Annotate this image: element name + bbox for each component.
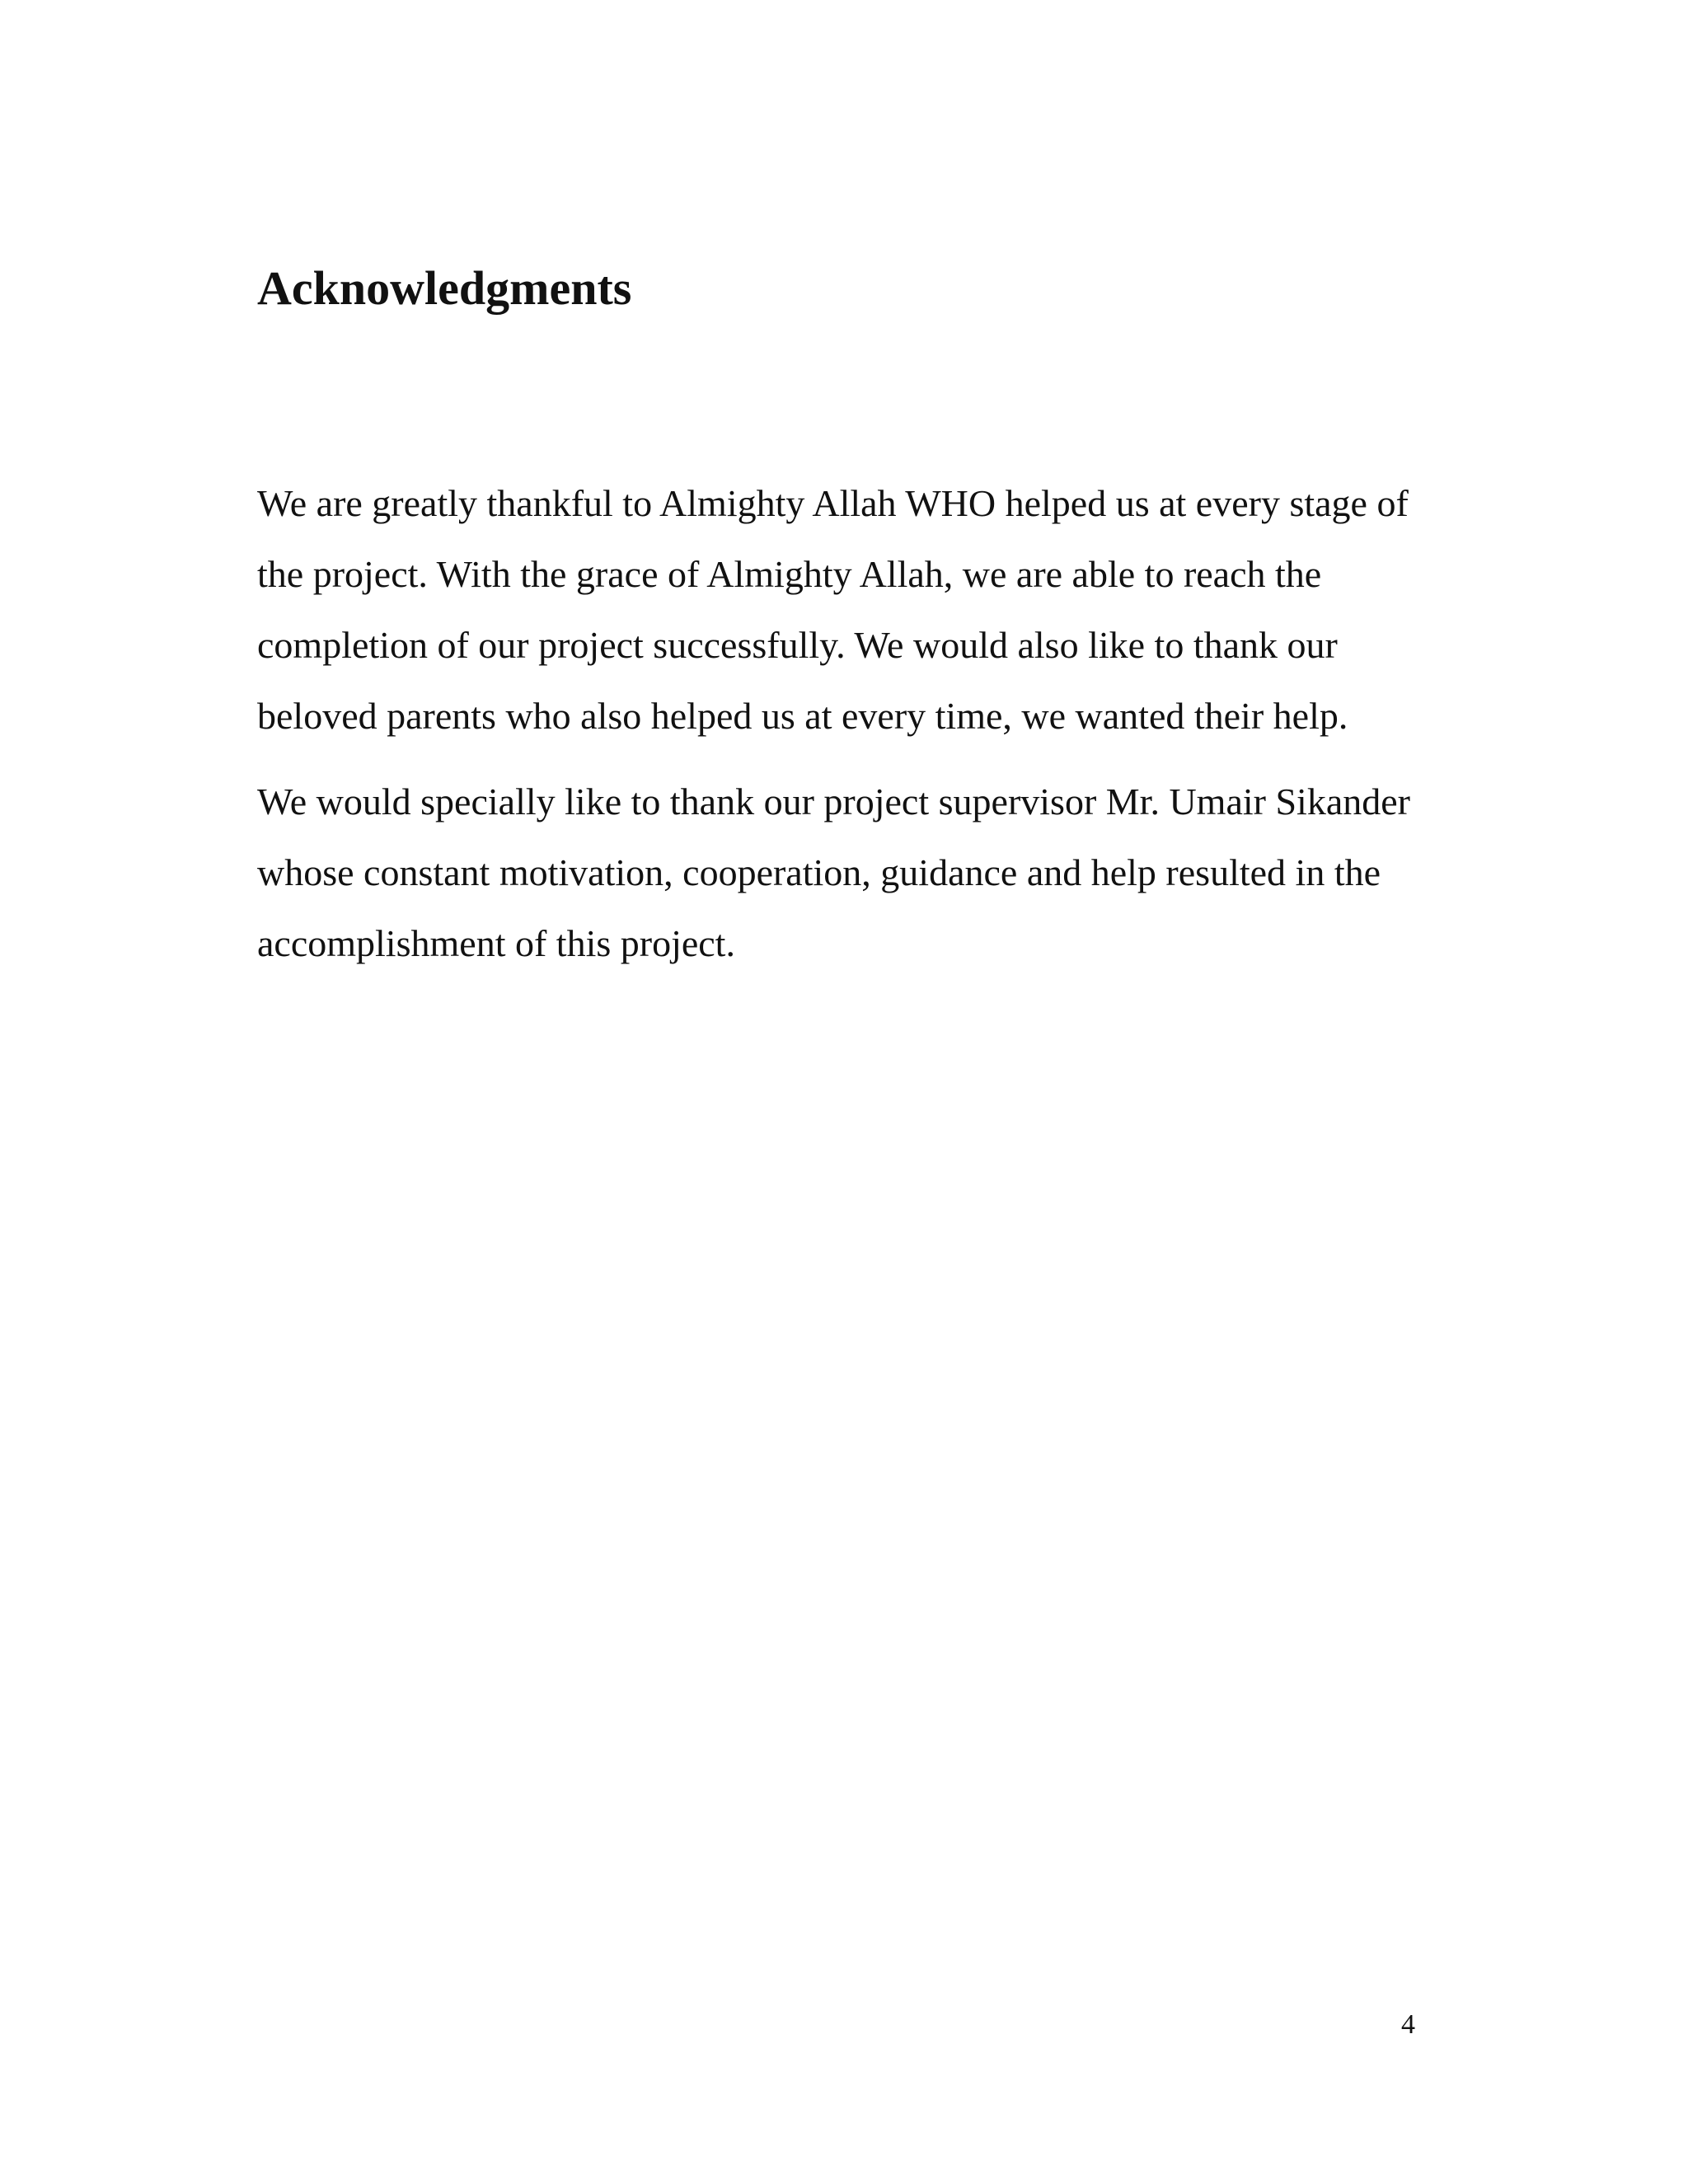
acknowledgment-paragraph-2: We would specially like to thank our project supervisor Mr. Umair Sikander whose constant motivation, cooperation, guidance and help resulted in the accomplishment of this project.	[257, 780, 1410, 964]
page-title: Acknowledgments	[257, 261, 632, 315]
page-number: 4	[1401, 2009, 1415, 2040]
acknowledgment-paragraph-1: We are greatly thankful to Almighty Allah WHO helped us at every stage of the project. With the grace of Almighty Allah, we are able to reach the completion of our project successfully. We would also like to thank our beloved parents who also helped us at every time, we wanted their help.	[257, 481, 1409, 737]
acknowledgment-body	[257, 468, 1428, 979]
page-content	[257, 262, 1428, 994]
